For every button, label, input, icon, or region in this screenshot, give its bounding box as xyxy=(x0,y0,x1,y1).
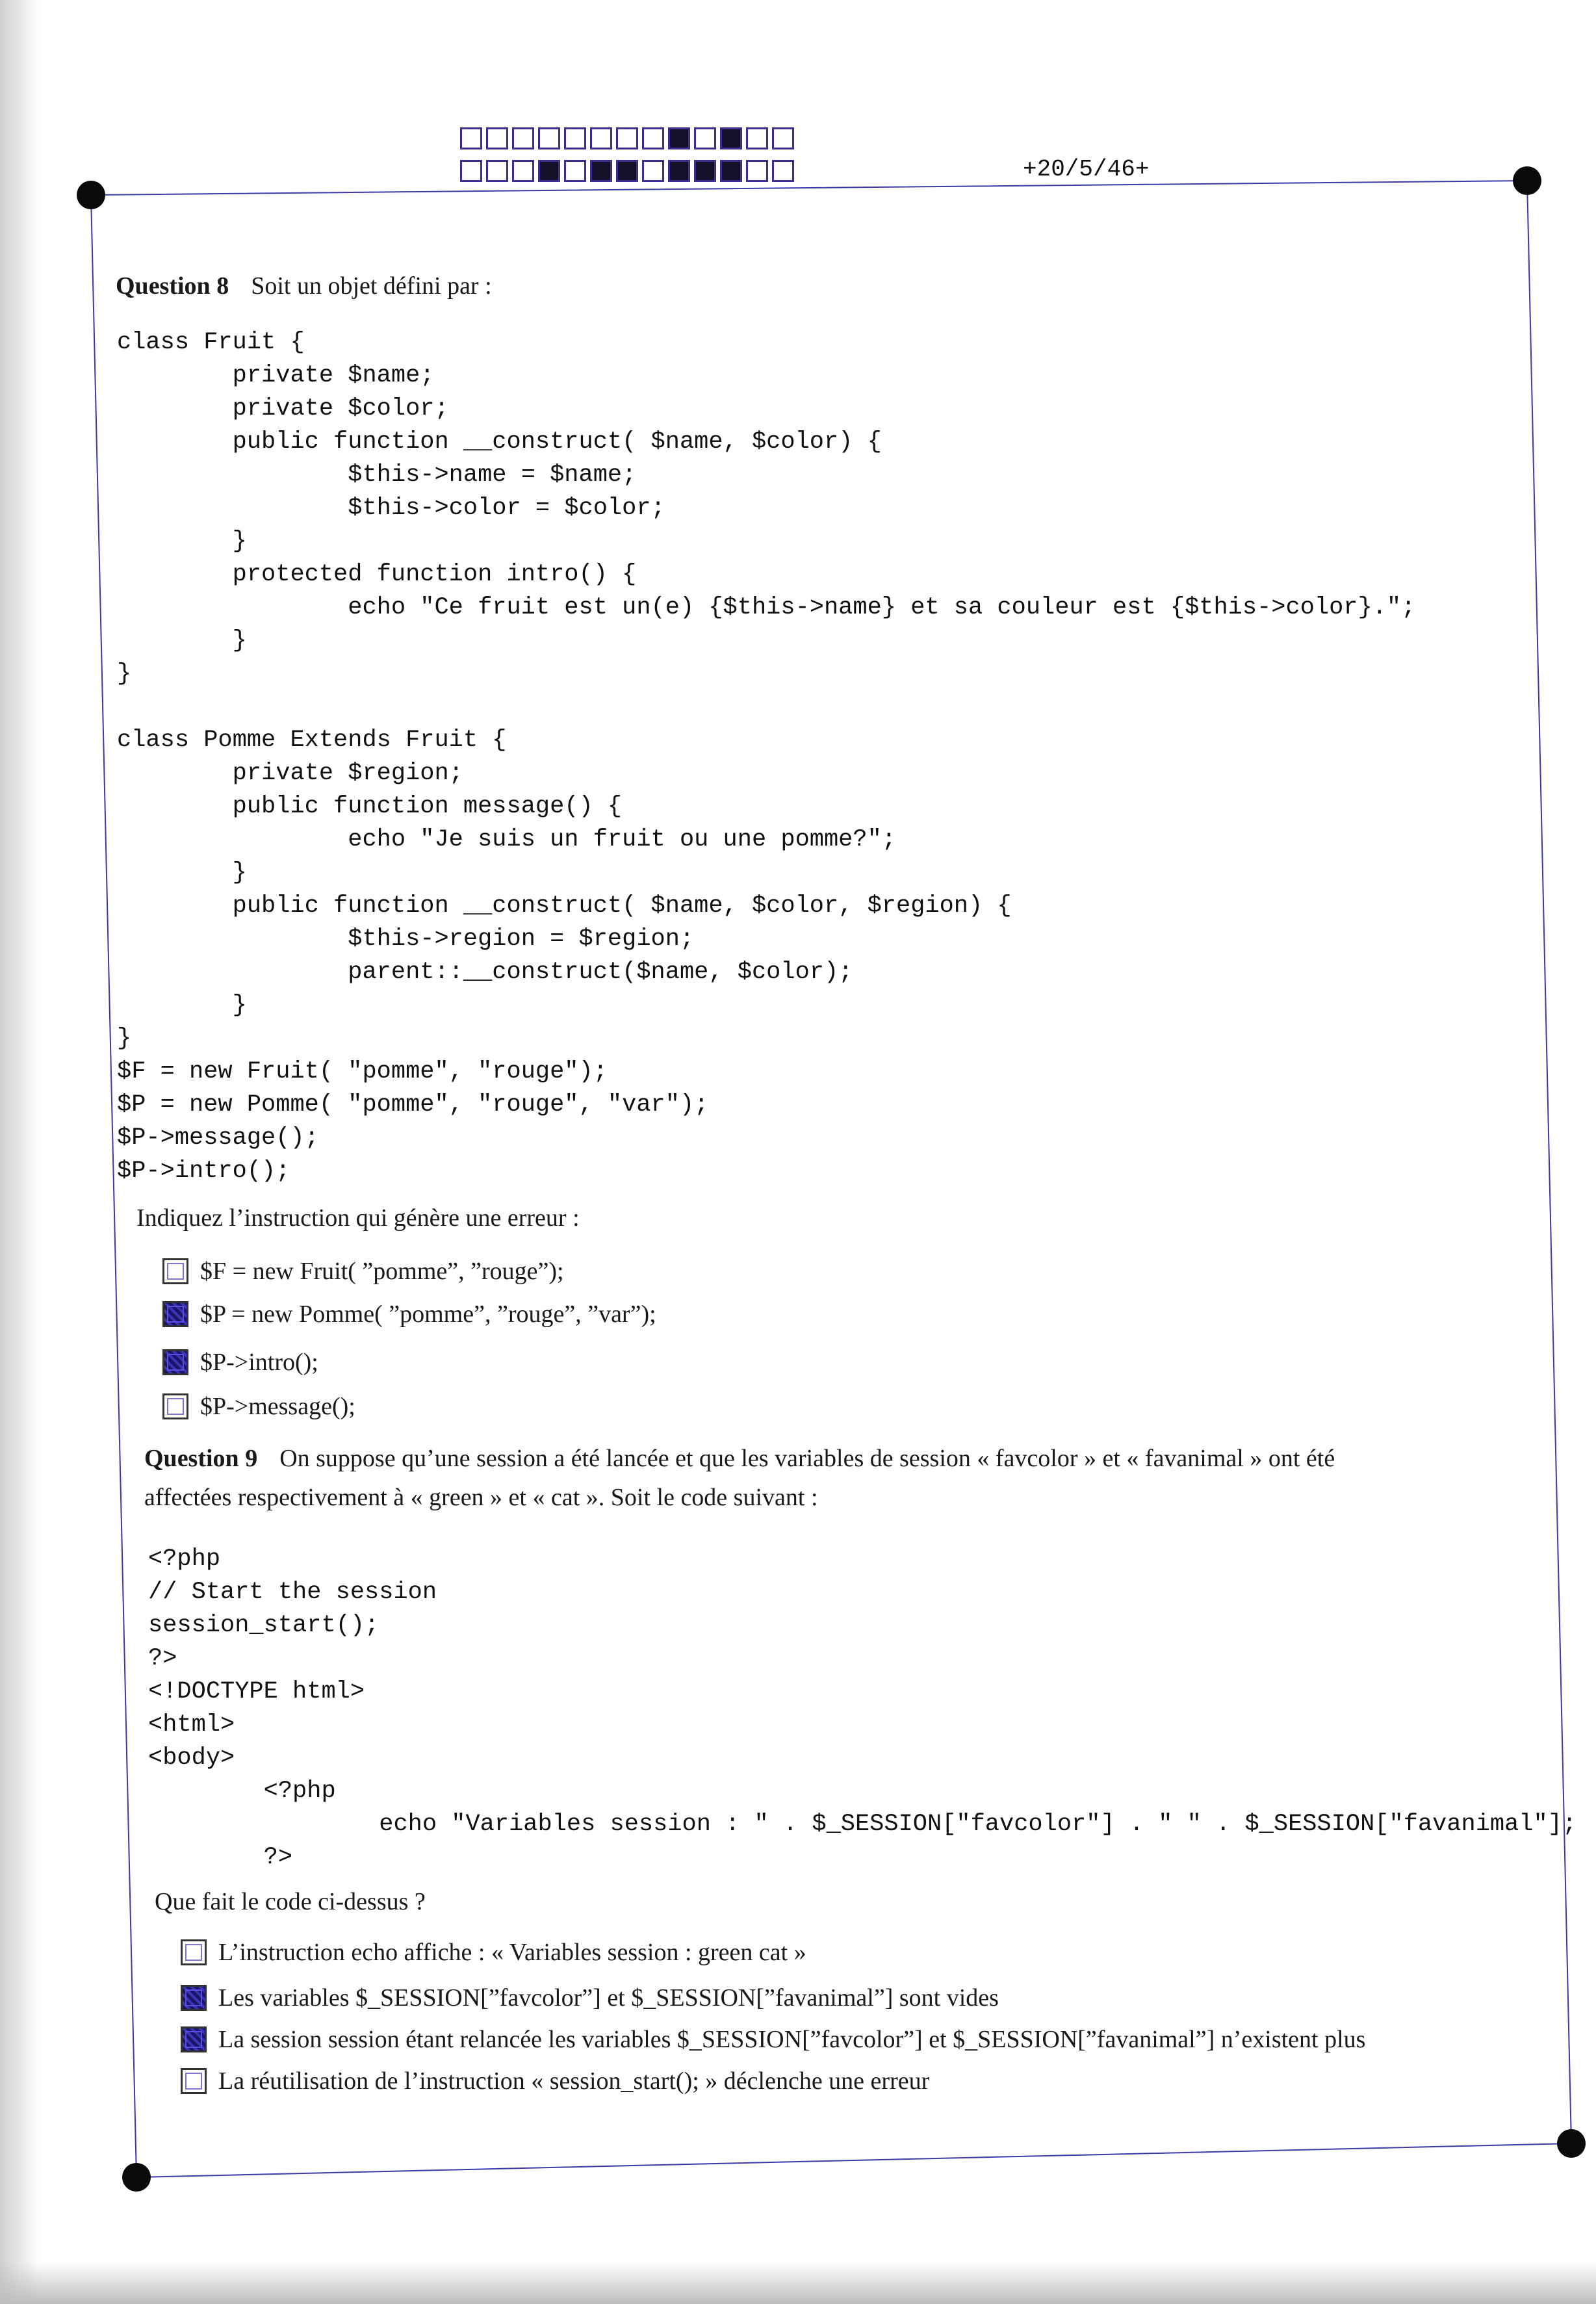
question-8-code: class Fruit { private $name; private $color; public function __construct( $name, $color) { $this->name = $name; $this->color = $color; } protected function intro() { echo "Ce fruit est un(e) {$this->name} et sa couleur est {$this->color}."; } } class Pomme Extends Fruit { private $region; public function message() { echo "Je suis un fruit ou une pomme?"; } public function __construct( $name, $color, $region) { $this->region = $region; parent::__construct($name, $color); } } $F = new Fruit( "pomme", "rouge"); $P = new Pomme( "pomme", "rouge", "var"); $P->message(); $P->intro(); xyxy=(117,329,1416,1185)
answer-option[interactable] xyxy=(162,1392,355,1421)
answer-checkbox-checked[interactable] xyxy=(162,1349,188,1375)
answer-text: La réutilisation de l’instruction « session_start(); » déclenche une erreur xyxy=(218,2067,930,2095)
answer-option[interactable] xyxy=(181,1938,806,1967)
corner-marker-bottom-left xyxy=(122,2163,151,2192)
answer-text: La session session étant relancée les variables $_SESSION[”favcolor”] et $_SESSION[”favanimal”] n’existent plus xyxy=(218,2026,1366,2053)
question-8-prompt: Indiquez l’instruction qui génère une erreur : xyxy=(136,1204,580,1232)
answer-option[interactable] xyxy=(181,2067,929,2095)
answer-checkbox[interactable] xyxy=(181,1939,207,1965)
answer-checkbox[interactable] xyxy=(162,1393,188,1419)
answer-option[interactable] xyxy=(181,2025,1365,2054)
answer-checkbox[interactable] xyxy=(162,1258,188,1284)
answer-text: $P->message(); xyxy=(200,1393,355,1420)
answer-option[interactable] xyxy=(162,1300,656,1328)
question-9-text-line1: On suppose qu’une session a été lancée et que les variables de session « favcolor » et « favanimal » ont été xyxy=(279,1445,1335,1472)
question-8-header xyxy=(116,272,492,300)
answer-checkbox-checked[interactable] xyxy=(181,2026,207,2052)
corner-marker-top-left xyxy=(77,181,105,209)
page-id: +20/5/46+ xyxy=(1023,156,1150,183)
question-9-label: Question 9 xyxy=(144,1445,258,1472)
question-8-text: Soit un objet défini par : xyxy=(251,272,492,300)
answer-checkbox-checked[interactable] xyxy=(181,1985,207,2011)
answer-checkbox-checked[interactable] xyxy=(162,1301,188,1327)
question-8-label: Question 8 xyxy=(116,272,229,300)
answer-text: Les variables $_SESSION[”favcolor”] et $_SESSION[”favanimal”] sont vides xyxy=(218,1984,999,2012)
question-9-code: <?php // Start the session session_start(); ?> <!DOCTYPE html> <html> <body> <?php echo "Variables session : " . $_SESSION["favcolor"] . " " . $_SESSION["favanimal"]; ?> xyxy=(148,1546,1577,1871)
corner-marker-top-right xyxy=(1513,166,1541,195)
answer-option[interactable] xyxy=(162,1257,564,1286)
question-9-text-line2: affectées respectivement à « green » et « cat ». Soit le code suivant : xyxy=(144,1484,818,1511)
answer-option[interactable] xyxy=(162,1348,318,1377)
question-9-header xyxy=(144,1444,1335,1473)
corner-marker-bottom-right xyxy=(1557,2129,1586,2158)
answer-checkbox[interactable] xyxy=(181,2068,207,2094)
answer-text: $P = new Pomme( ”pomme”, ”rouge”, ”var”); xyxy=(200,1301,656,1328)
answer-text: L’instruction echo affiche : « Variables session : green cat » xyxy=(218,1939,806,1966)
answer-text: $F = new Fruit( ”pomme”, ”rouge”); xyxy=(200,1258,564,1285)
answer-text: $P->intro(); xyxy=(200,1349,318,1376)
question-9-prompt: Que fait le code ci-dessus ? xyxy=(155,1888,426,1915)
answer-option[interactable] xyxy=(181,1984,999,2012)
